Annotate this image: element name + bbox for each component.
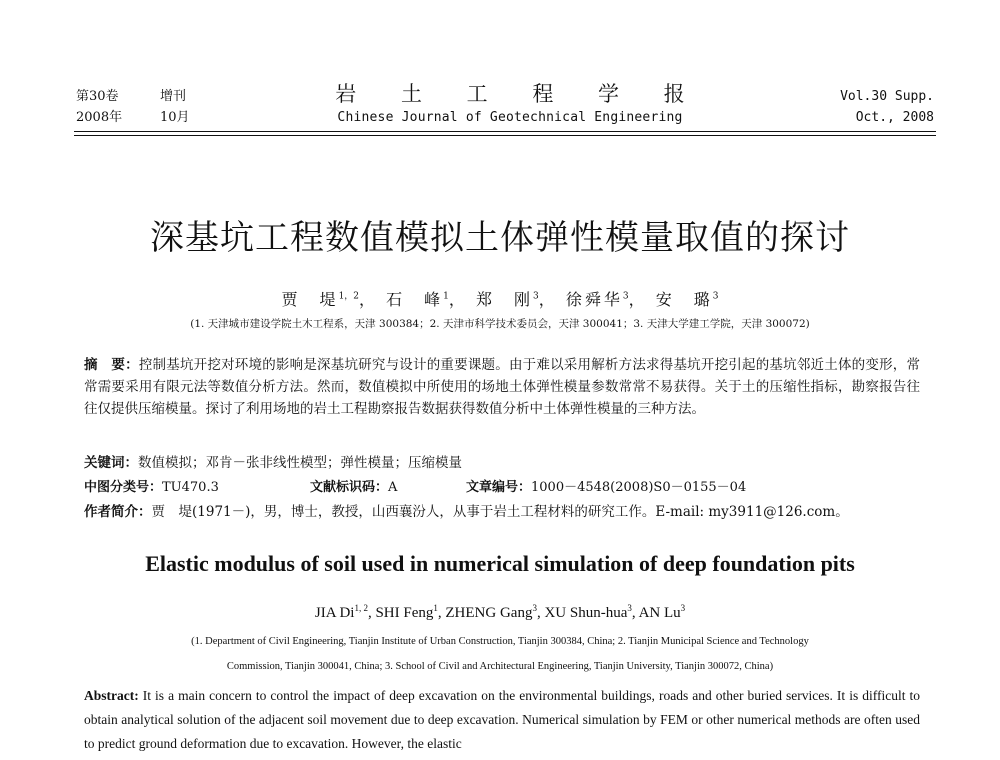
journal-header-left bbox=[76, 86, 190, 128]
author-en: SHI Feng$^1$, bbox=[375, 603, 446, 621]
affiliation-en-line1: (1. Department of Civil Engineering, Tianjin Institute of Urban Construction, Tianjin 300384, China; 2. Tianjin Municipal Science and Technology bbox=[191, 636, 809, 647]
keywords-cn bbox=[84, 452, 920, 474]
volume-en: Vol.30 Supp. bbox=[840, 89, 934, 104]
abstract-cn-label: 摘 要： bbox=[84, 357, 139, 373]
journal-name-en: Chinese Journal of Geotechnical Engineering bbox=[337, 110, 683, 125]
affiliation-en-line2: Commission, Tianjin 300041, China; 3. School of Civil and Architectural Engineering, Tianjin University, Tianjin 300072, China) bbox=[226, 661, 774, 672]
date-en: Oct., 2008 bbox=[855, 110, 934, 125]
year-cn: 2008年 bbox=[76, 110, 123, 125]
article-number-value: 1000－4548(2008)S0－0155－04 bbox=[531, 480, 747, 495]
article-number-label: 文章编号： bbox=[466, 480, 532, 495]
author-en: JIA Di$^{1, 2}$, bbox=[314, 603, 376, 621]
journal-name-cn: 岩 土 工 程 学 报 bbox=[335, 82, 704, 106]
author-cn: 徐舜华$^3$， bbox=[565, 290, 648, 309]
doc-code-value: A bbox=[388, 480, 398, 495]
author-list-cn bbox=[0, 287, 1000, 310]
journal-header-right bbox=[840, 86, 934, 128]
volume-cn: 第30卷 bbox=[76, 89, 119, 104]
clc-label: 中图分类号： bbox=[84, 480, 163, 495]
author-en: ZHENG Gang$^3$, bbox=[445, 603, 545, 621]
author-bio-label: 作者简介： bbox=[84, 504, 152, 520]
affiliation-cn: (1. 天津城市建设学院土木工程系，天津 300384；2. 天津市科学技术委员会，天津 300041；3. 天津大学建工学院，天津 300072) bbox=[190, 318, 810, 330]
keywords-cn-text: 数值模拟；邓肯－张非线性模型；弹性模量；压缩模量 bbox=[138, 455, 462, 471]
abstract-en-label: Abstract: bbox=[84, 688, 139, 703]
header-rule-thick bbox=[74, 131, 936, 132]
issue-cn: 增刊 bbox=[160, 89, 187, 104]
clc-value: TU470.3 bbox=[162, 480, 219, 495]
author-list-en bbox=[0, 603, 1000, 622]
journal-header-center bbox=[300, 80, 720, 127]
abstract-en-text: It is a main concern to control the impact of deep excavation on the environmental buildings, roads and other buried services. It is difficult to obtain analytical solution of the adjacent soil movement due to deep excavation. Numerical simulation by FEM or other numerical methods are often used to predict ground deformation due to excavation. However, the elastic bbox=[84, 688, 921, 751]
abstract-en bbox=[84, 684, 920, 756]
author-cn: 贾 堤$^{1,2}$， bbox=[281, 290, 379, 309]
author-en: XU Shun-hua$^3$, bbox=[544, 603, 639, 621]
month-cn: 10月 bbox=[160, 110, 190, 125]
header-rule-thin bbox=[74, 135, 936, 136]
doc-code-label: 文献标识码： bbox=[310, 480, 389, 495]
author-bio-text: 贾 堤(1971－)，男，博士，教授，山西襄汾人，从事于岩土工程材料的研究工作。E-mail: my3911@126.com。 bbox=[151, 504, 849, 520]
author-bio bbox=[84, 501, 920, 523]
author-cn: 石 峰$^1$， bbox=[386, 290, 468, 309]
classification-line bbox=[84, 477, 920, 499]
abstract-cn-text: 控制基坑开挖对环境的影响是深基坑研究与设计的重要课题。由于难以采用解析方法求得基坑开挖引起的基坑邻近土体的变形，常常需要采用有限元法等数值分析方法。然而，数值模拟中所使用的场地土体弹性模量参数常常不易获得。关于土的压缩性指标，勘察报告往往仅提供压缩模量。探讨了利用场地的岩土工程勘察报告数据获得数值分析中土体弹性模量的三种方法。 bbox=[84, 357, 921, 417]
author-cn: 安 璐$^3$ bbox=[655, 290, 719, 309]
author-en: AN Lu$^3$ bbox=[638, 603, 686, 621]
keywords-cn-label: 关键词： bbox=[84, 455, 138, 471]
abstract-cn bbox=[84, 354, 920, 420]
author-cn: 郑 刚$^3$， bbox=[475, 290, 558, 309]
paper-title-en: Elastic modulus of soil used in numerical simulation of deep foundation pits bbox=[145, 551, 855, 576]
paper-title-cn: 深基坑工程数值模拟土体弹性模量取值的探讨 bbox=[150, 218, 850, 258]
